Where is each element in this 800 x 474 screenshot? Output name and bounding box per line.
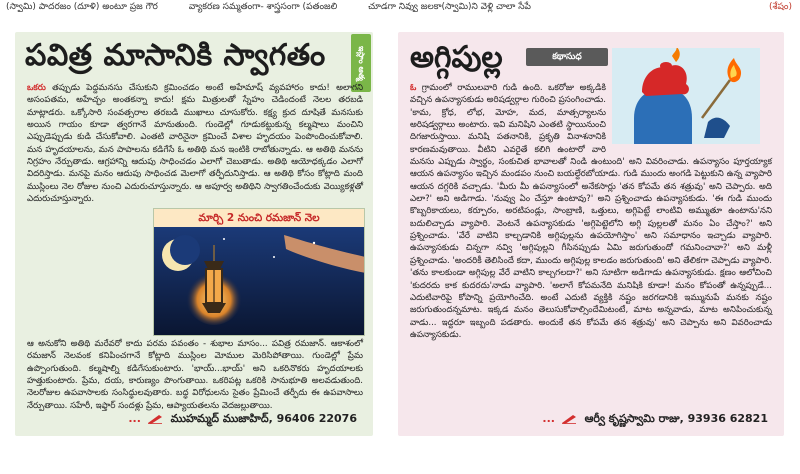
lantern-illustration	[154, 227, 365, 336]
story-lead-word: ఓ	[410, 83, 417, 93]
strip-continued: (శేషం)	[769, 2, 792, 12]
strip-text-2: వ్యాకరణ సమ్మతంగా- శాస్త్రసంగా (పతంజలి	[188, 2, 338, 12]
illustration-float-spacer	[606, 82, 772, 148]
pen-icon	[147, 414, 163, 424]
article-body	[27, 82, 363, 205]
article-body-bottom	[27, 338, 363, 412]
story-author-phone: 93936 62821	[687, 412, 768, 425]
strip-text-3: చూడగా నివ్వు జలకా(స్వామి)ని వెళ్లి చాలా సేపే	[368, 2, 531, 12]
author-byline: ... ముహమ్మద్ ముజాహిద్, 96406 22076	[128, 412, 357, 425]
ramadan-photo	[153, 208, 365, 336]
photo-caption: మార్చి 2 నుంచి రమజాన్ నెల	[154, 209, 364, 227]
previous-page-strip	[0, 0, 800, 14]
ramadan-article	[15, 32, 373, 436]
author-phone: 96406 22076	[276, 412, 357, 425]
strip-text-1: (స్వామి) పాదరజం (దూళి) అంటూ ప్రజ గౌర	[6, 2, 158, 12]
pen-icon	[561, 414, 577, 424]
story-body-text	[410, 82, 772, 341]
lead-word: ఒకరు	[27, 83, 46, 93]
matchstick-story	[398, 32, 784, 436]
story-paragraph: గ్రామంలో రాములవారి గుడి ఉంది. ఒకరోజు అక్కడికి వచ్చిన ఉపన్యాసకుడు అరిషడ్వర్గాల గురించి ప్రసంగించాడు. 'కామ, క్రోధ, లోభ, మోహ, మద, మాత్సర్యాలను అరిషడ్వర్గాలు అంటారు. ఇవి మనిషిని ఎంతటి స్థాయినుంచి దిగజారుస్తాయి. మనిషి పతనానికి, ప్రకృతి వినాశనానికి కారణమవుతాయి. వీటిని ఎవరైతే కలిగి ఉంటారో వారి మనసు ఎప్పుడు స్వార్థం, సంకుచిత భావాలతో నిండి ఉంటుంది' అని వివరించాడు. ఉపన్యాసం పూర్తయ్యాక ఆయన ఉపన్యాసం ఇచ్చిన మండపం నుంచి బయల్దేరబోయాడు. గుడి ముందు అంగడి పెట్టుకుని ఉన్న వ్యాపారి ఆయన దగ్గరికి వచ్చాడు. 'మీరు మీ ఉపన్యాసంలో అనేకసార్లు 'తన కోపమే తన శత్రువు' అని చెప్పారు. అది ఎలా?' అని అడిగాడు. 'నువ్వు ఏం చేస్తూ ఉంటావు?' అని ప్రశ్నించాడు ఉపన్యాసకుడు. 'ఈ గుడి ముందు కొబ్బరికాయలు, కర్పూరం, అరటిపండ్లు, సాంబ్రాణి, ఒత్తులు, అగ్గిపెట్టే లాంటివి అమ్ముతూ ఉంటాను'నని బదులిచ్చాడు వ్యాపారి. వెంటనే ఉపన్యాసకుడు 'అగ్గిపెట్టెలోని అగ్గి పుల్లలతో మనం ఏం చేస్తాం?' అని ప్రశ్నించాడు. 'వేరే వాటిని కాల్చడానికి అగ్గిపుల్లను ఉపయోగిస్తాం' అని సమాధానం ఇచ్చాడు వ్యాపారి. ఉపన్యాసకుడు చిన్నగా నవ్వి 'అగ్గిపుల్లని గీసినప్పుడు ఏమి జరుగుతుందో గమనించావా?' అని మళ్లీ ప్రశ్నించాడు. 'అందరికీ తెలిసిందే కదా, ముందు అగ్గిపుల్ల కాలడం జరుగుతుంది' అని తేలికగా చెప్పాడు వ్యాపారి. 'తను కాలకుండా అగ్గిపుల్ల వేరే వాటిని కాల్చగలదా?' అని సూటిగా అడిగాడు ఉపన్యాసకుడు. క్షణం ఆలోచించి 'కుదరదు కాక కుదరదు'నాడు వ్యాపారి. 'అలాగే కోపమనేది మనిషికి కూడా! మనం కోపంతో ఉన్నప్పుడే... ఎదుటివారిపై కోపాన్ని ప్రయోగించేది. అంటే ఎదుటి వ్యక్తికి నష్టం జరగడానికి ఇమ్మునుపే మనకు నష్టం జరుగుతుందన్నమాట. ఇక్కడ మనం తెలుసుకోవాల్సిందేమిటంటే, మాట అన్నవాడు, మాట అనిపించుకున్న వాడు... ఇద్దరూ ఇబ్బంది పడతారు. అందుకే తన కోపమే తన శత్రువు' అని చెప్పాను అని వివరించాడు ఉపన్యాసకుడు.	[410, 83, 772, 340]
story-byline: ... ఆర్వీ కృష్ణస్వామి రాజు, 93936 62821	[542, 412, 768, 425]
story-category-badge: కథాసుధ	[526, 48, 608, 66]
section-tag: ఇస్లాం ఆత్మ	[351, 34, 371, 92]
story-title: అగ్గిపుల్ల	[410, 40, 503, 75]
author-name: ముహమ్మద్ ముజాహిద్,	[170, 412, 273, 425]
body-paragraph-top: తప్పుడు పెద్దమనసు చేసుకుని క్రమించడం అంటే అహేమాష్ వ్యవహారం కాదు! అలాగని అసంపతమ, అహేచ్ఛం అంతకన్నా కాదు! క్షమ మిత్రులతో స్నేహం చెడిందంటే నెలల తరబడి మాట్లాడరు. ఒక్కోసారి సంవత్సరాల తరబడి ముఖాలు చూసుకోరు. కక్ష్య క్రుద దూషితే మనసుకు అయిన గాయం కూడా త్వరగానే మానుతుంది. గుండెల్లో గూడుకట్టుకున్న కల్మషాలు మంచిని ఎప్పుడెప్పుడు కుడి చేసుకోవాలి. ఎంతటి వారినైనా క్రమించే విశాల హృదయం పెంపొందించుకోవాలి. మన హృదయాలను, మన పాపాలను కడిగేసే ఓ అతిథి మన ఇంటికి రాబోతున్నాడు. ఆ అతిథి మనను నిగ్రహం నేర్పుతాడు. ఆగ్రహాన్ని ఆదుపు సాధించడం ఎలాగో చెబుతాడు. అతిథి ఆయోధక్కడం ఎలాగో విదరిస్తాడు. మనపై మనం ఆదుపు సాధించడ మెలాగో తర్ఫీదునిస్తాడు. ఆ అతిథి కోసం కోట్లాది మంది ముస్లింలు నెల రోజుల నుంచి ఎదురుచూస్తున్నారు. ఆ అపూర్వ అతిథిని స్వాగతించేందుకు వెయ్యికళ్లతో ఎదురుచూస్తున్నారు.	[27, 83, 363, 205]
body-paragraph-bottom: ఆ అనుకోని అతిథి మరేవరో కాదు పరమ పవంతం - శుభాల మాసం... పవిత్ర రమజాన్. ఆకాశంలో రమజాన్ నెలవంక కనిపించగానే కోట్లాది ముస్లింల మోముల మెరిసిపోతాయి. గుండెల్లో ప్రేమ ఉప్పొంగుతుంది. కల్మషాల్ని కడిగేసుకుంటారు. 'భాయ్...భాయ్' అని ఒకరినొకరు హృదయాలకు హత్తుకుంటారు. ప్రేమ, దయ, కారుణ్యం పొంగుతాయి. ఒకరిపట్ల ఒకరికి సానుభూతి అలవడుతుంది. నెలరోజుల ఉపవాసాలకు సంసిద్ధులవుతారు. బద్ధ విరోధులను సైతం ప్రేమించే తర్ఫీదు ఈ ఉపవాసాలు నేర్పుతాయి. సహేరీ, ఇఫ్తార్ సందళ్లు ప్రేమ, ఆప్యాయతలను వెదజల్లుతాయి.	[27, 339, 363, 411]
article-header	[15, 32, 373, 80]
story-author-name: ఆర్వీ కృష్ణస్వామి రాజు,	[584, 412, 684, 425]
article-title: పవిత్ర మాసానికి స్వాగతం	[25, 38, 326, 73]
